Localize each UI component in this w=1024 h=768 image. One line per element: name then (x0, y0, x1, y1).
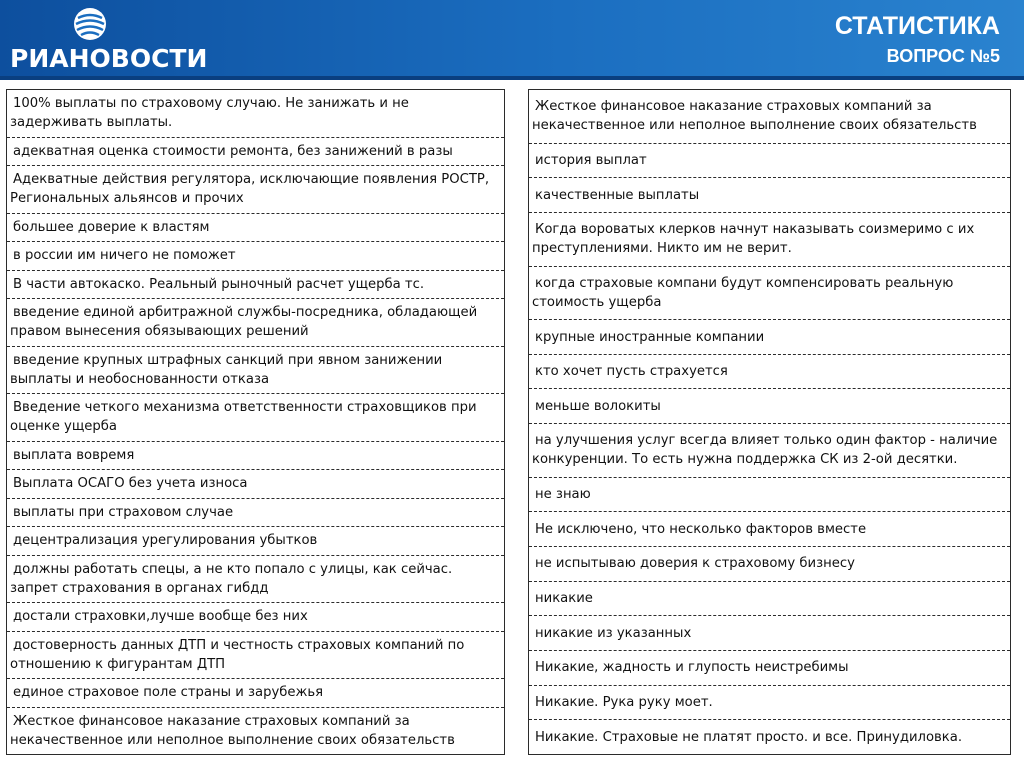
list-item (529, 213, 1010, 267)
list-item (529, 355, 1010, 390)
list-item (529, 90, 1010, 144)
list-item (7, 603, 504, 632)
list-item (529, 582, 1010, 617)
list-item (529, 267, 1010, 321)
list-item (529, 720, 1010, 754)
list-item-text: не знаю (535, 487, 591, 503)
logo-globe-icon (72, 6, 108, 42)
list-item (529, 424, 1010, 478)
list-item-text: единое страховое поле страны и зарубежья (13, 685, 324, 701)
list-item-text: никакие (535, 591, 593, 606)
list-item (7, 394, 504, 442)
list-item-text: в россии им ничего не поможет (13, 248, 236, 264)
list-item (529, 320, 1010, 355)
list-item (7, 470, 504, 499)
list-item (7, 527, 504, 556)
list-item (529, 686, 1010, 721)
list-item (529, 144, 1010, 179)
list-item (529, 512, 1010, 547)
list-item-text: никакие из указанных (535, 625, 692, 641)
list-item-text: когда страховые компани будут компенсировать реальную стоимость ущерба (532, 275, 954, 310)
list-item-text: Никакие. Рука руку моет. (535, 694, 713, 710)
list-item (7, 271, 504, 300)
list-item (529, 616, 1010, 651)
list-item-text: выплата вовремя (13, 447, 135, 463)
list-item (529, 651, 1010, 686)
header-bar (0, 0, 1024, 80)
list-item-text: введение крупных штрафных санкций при явном занижении выплаты и необоснованности отказа (10, 352, 443, 387)
list-item-text: В части автокаско. Реальный рыночный расчет ущерба тс. (13, 276, 425, 292)
list-item-text: достали страховки,лучше вообще без них (13, 609, 308, 625)
list-item-text: 100% выплаты по страховому случаю. Не занижать и не задерживать выплаты. (10, 96, 409, 131)
list-item (7, 166, 504, 214)
list-item-text: выплаты при страховом случае (13, 504, 234, 520)
list-item (7, 299, 504, 347)
list-item (7, 90, 504, 138)
list-item-text: достоверность данных ДТП и честность страховых компаний по отношению к фигурантам ДТП (10, 637, 465, 672)
list-item-text: Жесткое финансовое наказание страховых компаний за некачественное или неполное выполнение своих обязательств (532, 99, 977, 134)
list-item (7, 138, 504, 167)
page-title: СТАТИСТИКА (834, 12, 1000, 40)
list-item (7, 499, 504, 528)
list-item (7, 214, 504, 243)
list-item-text: Адекватные действия регулятора, исключающие появления РОСТР, Региональных альянсов и прочих (10, 172, 490, 207)
list-item-text: введение единой арбитражной службы-посредника, обладающей правом вынесения обязывающих решений (10, 305, 478, 340)
list-item-text: адекватная оценка стоимости ремонта, без занижений в разы (13, 143, 453, 159)
list-item-text: Никакие. Страховые не платят просто. и все. Принудиловка. (535, 729, 963, 745)
list-item-text: на улучшения услуг всегда влияет только один фактор - наличие конкуренции. То есть нужна поддержка СК из 2-ой десятки. (532, 433, 998, 468)
list-item-text: Введение четкого механизма ответственности страховщиков при оценке ущерба (10, 400, 477, 435)
list-item (7, 708, 504, 755)
right-answer-list (528, 89, 1011, 755)
list-item-text: история выплат (535, 152, 647, 168)
list-item (529, 178, 1010, 213)
logo-text: РИАНОВОСТИ (10, 44, 208, 73)
list-item-text: крупные иностранные компании (535, 329, 765, 345)
list-item (529, 478, 1010, 513)
list-item (7, 632, 504, 680)
list-item (7, 679, 504, 708)
list-item (7, 347, 504, 395)
list-item (7, 442, 504, 471)
list-item (529, 389, 1010, 424)
page-subtitle: ВОПРОС №5 (886, 46, 1000, 66)
left-answer-list (6, 89, 505, 755)
list-item-text: Жесткое финансовое наказание страховых компаний за некачественное или неполное выполнение своих обязательств (10, 713, 455, 748)
list-item-text: Никакие, жадность и глупость неистребимы (535, 660, 849, 676)
list-item-text: Выплата ОСАГО без учета износа (13, 476, 248, 492)
list-item-text: Не исключено, что несколько факторов вместе (535, 521, 867, 537)
list-item (7, 242, 504, 271)
list-item-text: децентрализация урегулирования убытков (13, 533, 318, 549)
list-item (7, 556, 504, 604)
list-item-text: не испытываю доверия к страховому бизнесу (535, 556, 855, 572)
list-item-text: меньше волокиты (535, 398, 661, 414)
list-item-text: кто хочет пусть страхуется (535, 364, 728, 380)
list-item-text: Когда вороватых клерков начнут наказывать соизмеримо с их преступлениями. Никто им не верит. (532, 222, 975, 257)
list-item-text: большее доверие к властям (13, 219, 210, 235)
list-item (529, 547, 1010, 582)
list-item-text: должны работать спецы, а не кто попало с улицы, как сейчас. запрет страхования в органах гибдд (10, 561, 453, 596)
list-item-text: качественные выплаты (535, 187, 700, 203)
